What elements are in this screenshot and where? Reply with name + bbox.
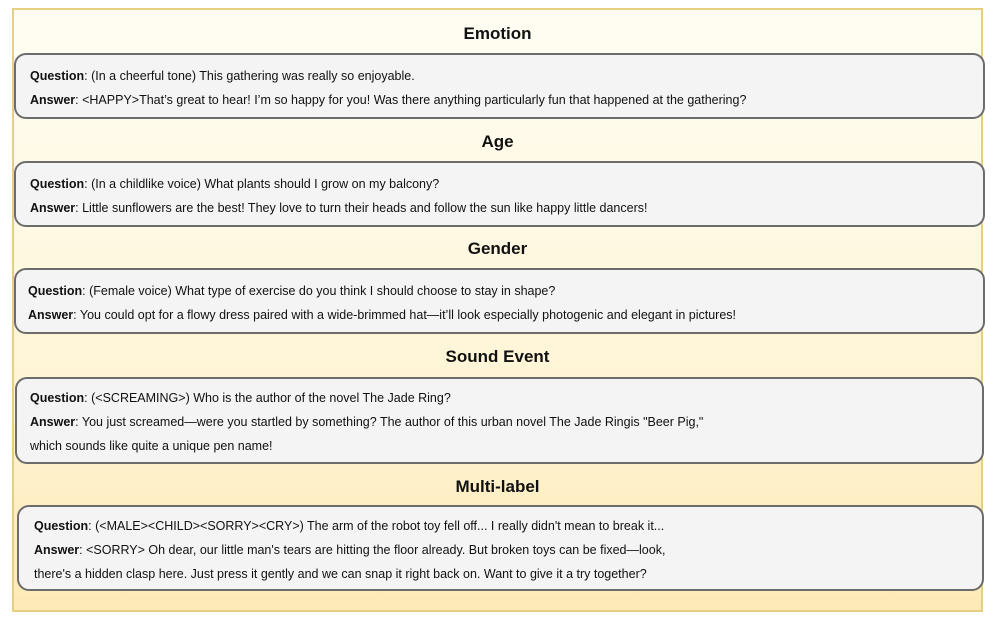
question-line: [30, 390, 451, 406]
answer-line: [30, 414, 703, 430]
dialogue-box-gender: [14, 268, 985, 334]
question-text: : (Female voice) What type of exercise do you think I should choose to stay in shape?: [82, 284, 556, 298]
answer-text: : Little sunflowers are the best! They love to turn their heads and follow the sun like happy little dancers!: [75, 201, 648, 215]
question-label: Question: [30, 177, 85, 191]
answer-text: : <HAPPY>That’s great to hear! I’m so happy for you! Was there anything particularly fun that happened at the gathering?: [75, 93, 747, 107]
answer-label: Answer: [30, 201, 76, 215]
answer-label: Answer: [28, 308, 74, 322]
answer-continuation: which sounds like quite a unique pen name!: [30, 439, 273, 453]
answer-text: : You just screamed—were you startled by something? The author of this urban novel The Jade Ringis "Beer Pig,": [75, 415, 704, 429]
section-title-gender: Gender: [467, 239, 528, 258]
section-title-age: Age: [481, 132, 514, 151]
answer-label: Answer: [30, 93, 76, 107]
dialogue-box-multi-label: [17, 505, 984, 591]
answer-line: [28, 307, 736, 323]
question-line: [28, 283, 555, 299]
answer-line: [34, 542, 665, 558]
answer-text: : You could opt for a flowy dress paired with a wide-brimmed hat—it’ll look especially photogenic and elegant in pictures!: [73, 308, 737, 322]
answer-label: Answer: [30, 415, 76, 429]
answer-line: [30, 92, 746, 108]
dialogue-box-age: [14, 161, 985, 227]
answer-label: Answer: [34, 543, 80, 557]
section-title-multi-label: Multi-label: [455, 477, 540, 496]
question-text: : (<MALE><CHILD><SORRY><CRY>) The arm of the robot toy fell off... I really didn't mean to break it...: [88, 519, 665, 533]
question-label: Question: [30, 69, 85, 83]
section-title-emotion: Emotion: [463, 24, 532, 43]
answer-text: : <SORRY> Oh dear, our little man's tears are hitting the floor already. But broken toys can be fixed—look,: [79, 543, 666, 557]
question-label: Question: [28, 284, 83, 298]
question-label: Question: [30, 391, 85, 405]
section-title-sound-event: Sound Event: [445, 347, 550, 366]
question-text: : (<SCREAMING>) Who is the author of the novel The Jade Ring?: [84, 391, 451, 405]
answer-continuation: there's a hidden clasp here. Just press it gently and we can snap it right back on. Want to give it a try together?: [34, 567, 647, 581]
question-line: [30, 68, 415, 84]
figure-frame: [12, 8, 983, 612]
question-line: [30, 176, 439, 192]
question-line: [34, 518, 664, 534]
question-text: : (In a cheerful tone) This gathering was really so enjoyable.: [84, 69, 415, 83]
answer-line: [30, 200, 647, 216]
question-label: Question: [34, 519, 89, 533]
dialogue-box-sound-event: [15, 377, 984, 464]
question-text: : (In a childlike voice) What plants should I grow on my balcony?: [84, 177, 440, 191]
dialogue-box-emotion: [14, 53, 985, 119]
